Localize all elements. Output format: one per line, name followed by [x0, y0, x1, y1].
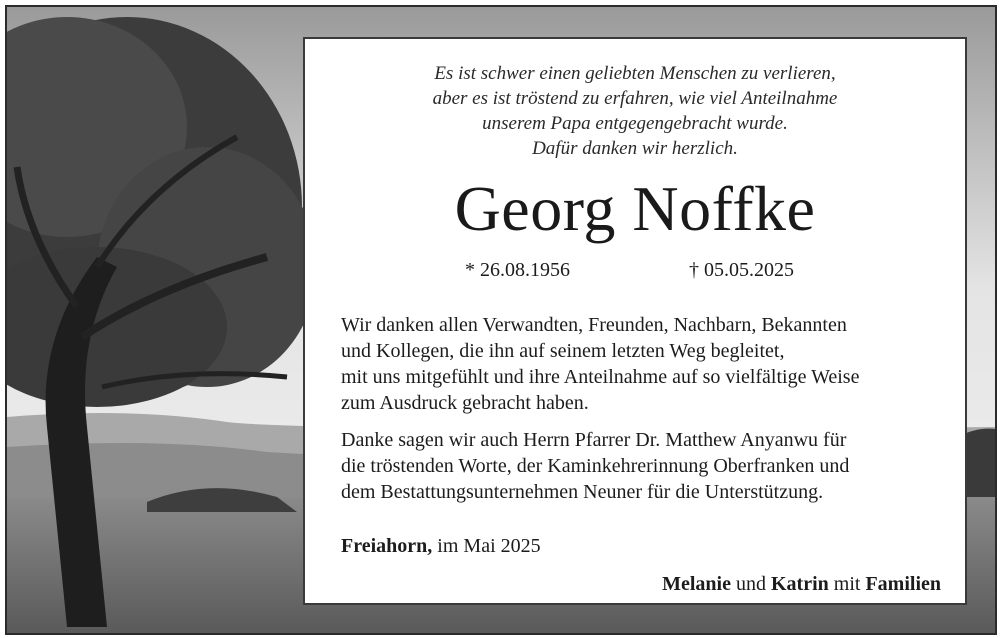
- paragraph-line: die tröstenden Worte, der Kaminkehrerinnung Oberfranken und: [341, 455, 850, 477]
- place-month: im Mai 2025: [437, 535, 541, 557]
- place-date: [341, 533, 541, 559]
- thanks-paragraph: [341, 312, 941, 416]
- notice-card: [303, 37, 967, 605]
- obituary-frame: [5, 5, 997, 635]
- paragraph-line: zum Ausdruck gebracht haben.: [341, 392, 589, 414]
- quote-line: Es ist schwer einen geliebten Menschen zu verlieren,: [434, 63, 836, 84]
- signer-name: Katrin: [771, 573, 829, 595]
- signers: [662, 571, 941, 597]
- paragraph-line: und Kollegen, die ihn auf seinem letzten Weg begleitet,: [341, 340, 785, 362]
- signer-name: Melanie: [662, 573, 731, 595]
- quote-block: [305, 61, 965, 161]
- paragraph-line: dem Bestattungsunternehmen Neuner für die Unterstützung.: [341, 481, 824, 503]
- paragraph-line: mit uns mitgefühlt und ihre Anteilnahme auf so vielfältige Weise: [341, 366, 860, 388]
- place-town: Freiahorn,: [341, 535, 433, 557]
- signer-name: Familien: [865, 573, 941, 595]
- deceased-name: Georg Noffke: [454, 173, 816, 244]
- death-date: † 05.05.2025: [689, 259, 794, 281]
- quote-line: unserem Papa entgegengebracht wurde.: [482, 113, 788, 134]
- quote-line: aber es ist tröstend zu erfahren, wie viel Anteilnahme: [432, 88, 838, 109]
- thanks-paragraph-2: [341, 427, 941, 505]
- birth-date: * 26.08.1956: [465, 259, 570, 281]
- signer-conjunction: und: [736, 573, 766, 595]
- paragraph-line: Danke sagen wir auch Herrn Pfarrer Dr. Matthew Anyanwu für: [341, 429, 847, 451]
- signer-conjunction: mit: [833, 573, 861, 595]
- quote-line: Dafür danken wir herzlich.: [532, 138, 738, 159]
- paragraph-line: Wir danken allen Verwandten, Freunden, Nachbarn, Bekannten: [341, 314, 847, 336]
